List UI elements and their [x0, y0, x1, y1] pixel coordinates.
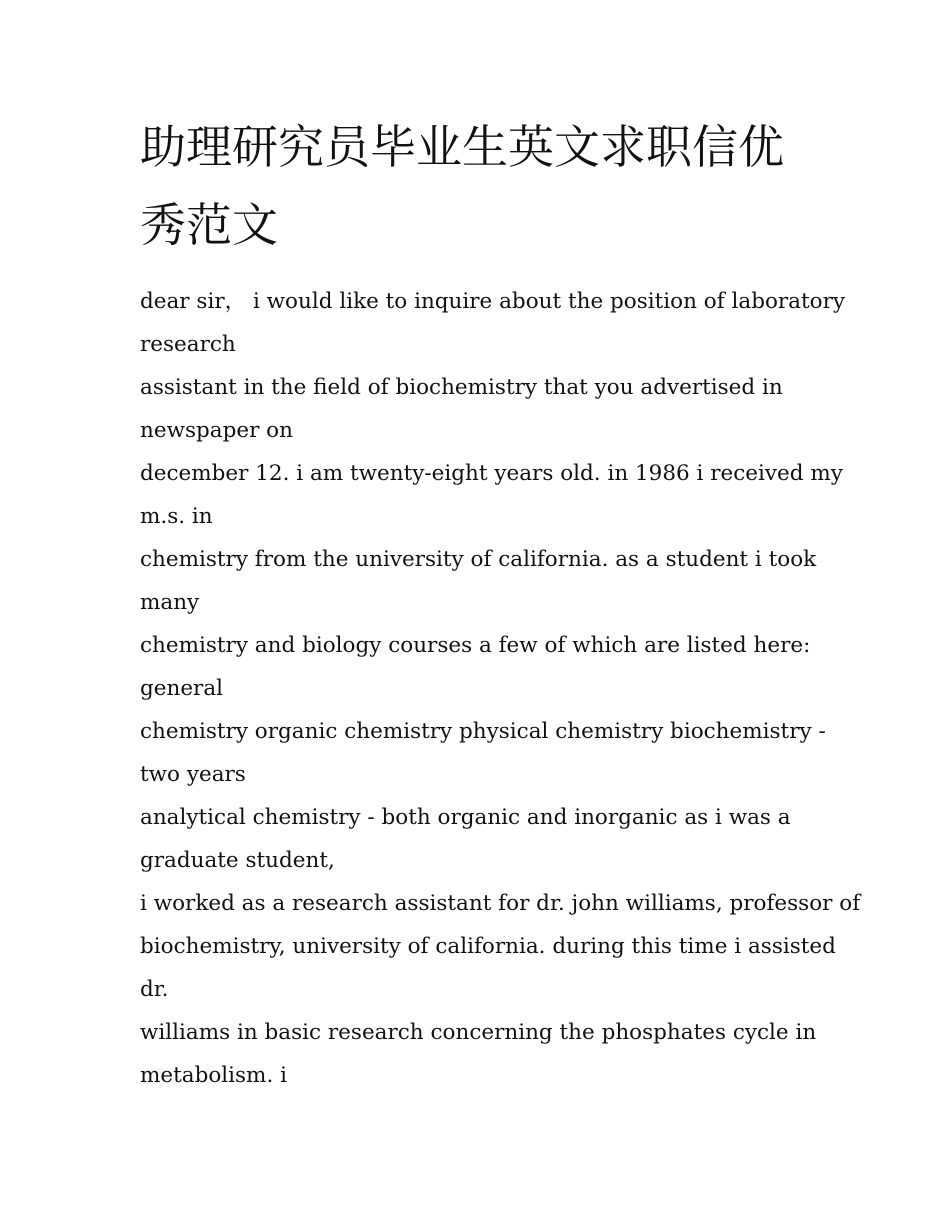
body-line: many	[140, 590, 200, 615]
body-line: newspaper on	[140, 418, 293, 443]
body-line: general	[140, 676, 224, 701]
body-line: chemistry organic chemistry physical chemistry biochemistry -	[140, 719, 826, 744]
body-line: dear sir， i would like to inquire about the position of laboratory	[140, 289, 846, 314]
body-line: m.s. in	[140, 504, 213, 529]
document-title: 助理研究员毕业生英文求职信优秀范文	[140, 120, 784, 252]
body-line: december 12. i am twenty-eight years old. in 1986 i received my	[140, 461, 843, 486]
body-line: williams in basic research concerning the phosphates cycle in	[140, 1020, 817, 1045]
body-line: chemistry and biology courses a few of which are listed here:	[140, 633, 811, 658]
body-line: i worked as a research assistant for dr. john williams, professor of	[140, 891, 861, 916]
body-line: chemistry from the university of california. as a student i took	[140, 547, 817, 572]
body-line: dr.	[140, 977, 169, 1002]
body-line: analytical chemistry - both organic and inorganic as i was a	[140, 805, 791, 830]
body-line: research	[140, 332, 236, 357]
body-line: biochemistry, university of california. during this time i assisted	[140, 934, 836, 959]
body-line: metabolism. i	[140, 1063, 287, 1088]
document-body	[140, 280, 861, 1097]
body-line: assistant in the field of biochemistry that you advertised in	[140, 375, 783, 400]
body-line: graduate student,	[140, 848, 335, 873]
body-line: two years	[140, 762, 246, 787]
